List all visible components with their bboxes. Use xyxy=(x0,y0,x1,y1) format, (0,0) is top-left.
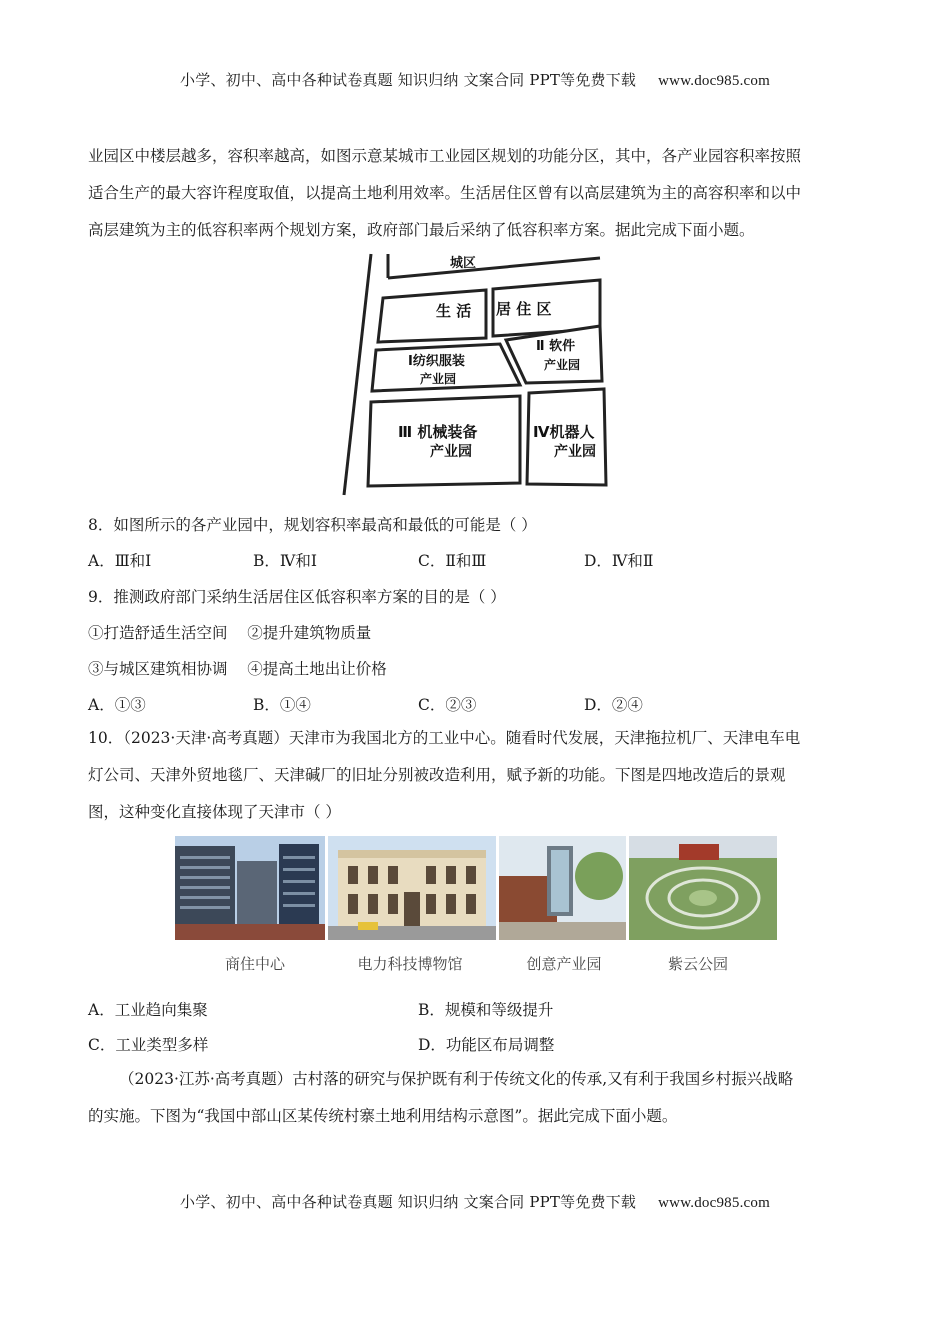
intro-line: 高层建筑为主的低容积率两个规划方案，政府部门最后采纳了低容积率方案。据此完成下面小题。 xyxy=(88,221,755,239)
closing-line: 的实施。下图为“我国中部山区某传统村寨土地利用结构示意图”。据此完成下面小题。 xyxy=(88,1107,678,1125)
q9-option-c[interactable]: C．②③ xyxy=(418,696,477,714)
q10-option-b[interactable]: B．规模和等级提升 xyxy=(418,1001,554,1019)
photo-business-center xyxy=(175,836,325,940)
footer-url[interactable]: www.doc985.com xyxy=(658,1195,770,1211)
caption-business-center: 商住中心 xyxy=(224,955,285,973)
map-city-label: 城区 xyxy=(450,256,477,271)
road-left xyxy=(344,254,371,495)
caption-creative-park: 创意产业园 xyxy=(526,955,602,973)
q9-option-b[interactable]: B．①④ xyxy=(253,696,311,714)
page-header xyxy=(0,69,950,90)
photo-power-museum xyxy=(328,836,496,940)
header-text: 小学、初中、高中各种试卷真题 知识归纳 文案合同 PPT等免费下载 xyxy=(180,71,637,89)
zone-3-sublabel: 产业园 xyxy=(430,444,472,460)
q8-option-a[interactable]: A．Ⅲ和Ⅰ xyxy=(88,552,152,570)
zone-2-sublabel: 产业园 xyxy=(544,358,581,372)
q9-statement-1: ①打造舒适生活空间 ②提升建筑物质量 xyxy=(88,624,372,642)
zone-1-sublabel: 产业园 xyxy=(420,372,457,386)
q8-option-b[interactable]: B．Ⅳ和Ⅰ xyxy=(253,552,317,570)
closing-paragraph xyxy=(88,1061,860,1135)
zone-4-sublabel: 产业园 xyxy=(554,444,596,460)
q10-line: 灯公司、天津外贸地毯厂、天津碱厂的旧址分别被改造利用，赋予新的功能。下图是四地改造后的景观 xyxy=(88,766,786,784)
residential-label-b: 居 住 区 xyxy=(496,300,552,318)
caption-power-museum: 电力科技博物馆 xyxy=(357,955,463,973)
zoning-map xyxy=(338,250,613,500)
intro-line: 业园区中楼层越多，容积率越高，如图示意某城市工业园区规划的功能分区，其中，各产业园容积率按照 xyxy=(88,147,802,165)
caption-ziyun-park: 紫云公园 xyxy=(667,955,728,973)
intro-paragraph xyxy=(88,138,860,249)
question-10-stem xyxy=(88,720,860,831)
zone-3-label: Ⅲ 机械装备 xyxy=(398,423,478,441)
q10-line: 图，这种变化直接体现了天津市（ ） xyxy=(88,803,341,821)
question-8-stem: 8．如图所示的各产业园中，规划容积率最高和最低的可能是（ ） xyxy=(88,516,537,534)
question-9-stem: 9．推测政府部门采纳生活居住区低容积率方案的目的是（ ） xyxy=(88,588,506,606)
q8-option-d[interactable]: D．Ⅳ和Ⅱ xyxy=(584,552,654,570)
q10-option-a[interactable]: A．工业趋向集聚 xyxy=(88,1001,208,1019)
zone-1-label: Ⅰ纺织服装 xyxy=(408,354,465,369)
photo-creative-park xyxy=(499,836,626,940)
zone-3-block xyxy=(368,396,520,486)
q10-option-d[interactable]: D．功能区布局调整 xyxy=(418,1036,555,1054)
intro-line: 适合生产的最大容许程度取值，以提高土地利用效率。生活居住区曾有以高层建筑为主的高容积率和以中 xyxy=(88,184,802,202)
road-city xyxy=(388,258,600,278)
closing-line: （2023·江苏·高考真题）古村落的研究与保护既有利于传统文化的传承,又有利于我国乡村振兴战略 xyxy=(119,1070,794,1088)
page-footer xyxy=(0,1191,950,1212)
zone-4-label: Ⅳ机器人 xyxy=(533,423,595,441)
footer-text: 小学、初中、高中各种试卷真题 知识归纳 文案合同 PPT等免费下载 xyxy=(180,1193,637,1211)
q10-line: 10．（2023·天津·高考真题）天津市为我国北方的工业中心。随看时代发展，天津拖拉机厂、天津电车电 xyxy=(88,729,801,747)
residential-label-a: 生 活 xyxy=(436,302,472,320)
q8-option-c[interactable]: C．Ⅱ和Ⅲ xyxy=(418,552,487,570)
header-url[interactable]: www.doc985.com xyxy=(658,73,770,89)
zone-2-label: Ⅱ 软件 xyxy=(536,339,576,354)
q10-option-c[interactable]: C．工业类型多样 xyxy=(88,1036,209,1054)
q9-statement-2: ③与城区建筑相协调 ④提高土地出让价格 xyxy=(88,660,387,678)
photo-ziyun-park xyxy=(629,836,777,940)
q9-option-a[interactable]: A．①③ xyxy=(88,696,146,714)
q9-option-d[interactable]: D．②④ xyxy=(584,696,643,714)
